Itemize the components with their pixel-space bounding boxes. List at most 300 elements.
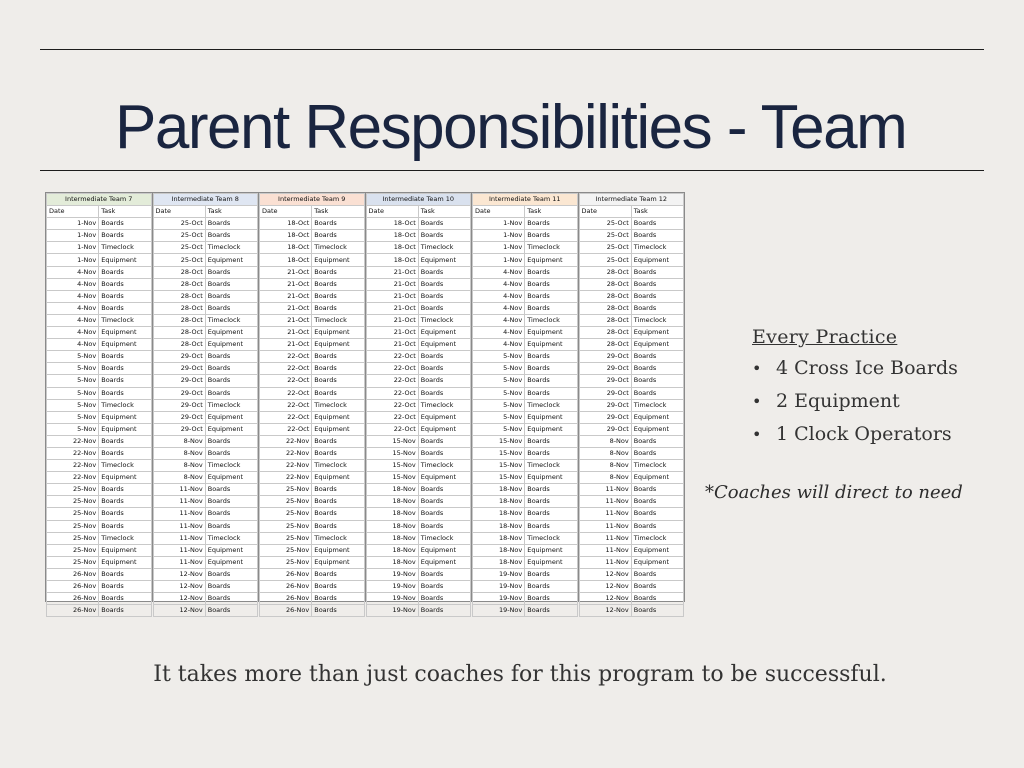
date-cell: 18-Nov [473, 532, 525, 544]
task-cell: Boards [418, 302, 470, 314]
date-cell: 5-Nov [47, 351, 99, 363]
table-row [366, 496, 471, 508]
table-row [473, 605, 578, 617]
date-cell: 22-Nov [260, 447, 312, 459]
table-row [366, 278, 471, 290]
task-cell: Timeclock [205, 399, 257, 411]
table-row [260, 472, 365, 484]
table-row [473, 351, 578, 363]
task-cell: Boards [631, 568, 683, 580]
task-cell: Boards [631, 302, 683, 314]
date-cell: 25-Nov [260, 508, 312, 520]
task-header: Task [525, 206, 577, 218]
date-cell: 15-Nov [473, 460, 525, 472]
every-practice-list [752, 352, 958, 451]
date-cell: 28-Oct [153, 278, 205, 290]
date-cell: 25-Nov [47, 556, 99, 568]
task-cell: Boards [99, 496, 151, 508]
task-cell: Equipment [525, 423, 577, 435]
table-row [153, 278, 258, 290]
table-row [473, 375, 578, 387]
date-cell: 11-Nov [579, 556, 631, 568]
table-row [47, 339, 152, 351]
date-cell: 4-Nov [473, 266, 525, 278]
table-row [153, 327, 258, 339]
task-cell: Boards [312, 593, 364, 605]
date-cell: 15-Nov [366, 435, 418, 447]
table-row [153, 266, 258, 278]
task-cell: Boards [418, 593, 470, 605]
task-header: Task [99, 206, 151, 218]
table-row [260, 447, 365, 459]
task-cell: Timeclock [99, 399, 151, 411]
task-cell: Boards [99, 520, 151, 532]
date-cell: 15-Nov [473, 472, 525, 484]
table-row [260, 544, 365, 556]
task-cell: Boards [525, 302, 577, 314]
date-cell: 4-Nov [473, 290, 525, 302]
date-cell: 22-Oct [260, 363, 312, 375]
task-cell: Boards [525, 266, 577, 278]
date-cell: 25-Nov [260, 532, 312, 544]
table-row [153, 399, 258, 411]
task-cell: Timeclock [631, 242, 683, 254]
table-row [47, 496, 152, 508]
task-cell: Boards [99, 435, 151, 447]
task-cell: Boards [631, 278, 683, 290]
table-row [579, 363, 684, 375]
table-row [473, 290, 578, 302]
date-cell: 1-Nov [47, 230, 99, 242]
date-cell: 26-Nov [260, 581, 312, 593]
task-cell: Boards [525, 375, 577, 387]
date-cell: 28-Oct [579, 339, 631, 351]
table-row [153, 447, 258, 459]
table-row [153, 435, 258, 447]
date-cell: 21-Oct [260, 327, 312, 339]
date-cell: 25-Nov [260, 520, 312, 532]
coaches-note: *Coaches will direct to need [705, 482, 963, 503]
table-row [473, 278, 578, 290]
task-cell: Equipment [312, 423, 364, 435]
table-row [47, 242, 152, 254]
table-row [366, 605, 471, 617]
date-cell: 5-Nov [473, 387, 525, 399]
table-row [153, 460, 258, 472]
task-cell: Boards [631, 351, 683, 363]
date-cell: 11-Nov [153, 520, 205, 532]
date-cell: 8-Nov [579, 435, 631, 447]
date-cell: 4-Nov [473, 302, 525, 314]
table-row [366, 327, 471, 339]
table-row [153, 496, 258, 508]
team-rows [47, 218, 152, 617]
team-table [366, 193, 473, 615]
task-cell: Timeclock [205, 242, 257, 254]
date-cell: 21-Oct [366, 302, 418, 314]
task-cell: Boards [312, 484, 364, 496]
task-cell: Timeclock [525, 314, 577, 326]
table-row [366, 411, 471, 423]
date-cell: 25-Nov [47, 520, 99, 532]
date-cell: 28-Oct [579, 327, 631, 339]
team-rows [153, 218, 258, 617]
date-cell: 22-Nov [47, 472, 99, 484]
date-cell: 11-Nov [579, 544, 631, 556]
date-cell: 21-Oct [260, 266, 312, 278]
table-row [47, 314, 152, 326]
task-cell: Equipment [312, 254, 364, 266]
date-cell: 5-Nov [473, 423, 525, 435]
table-row [153, 363, 258, 375]
date-cell: 25-Nov [47, 508, 99, 520]
table-row [473, 387, 578, 399]
date-cell: 8-Nov [153, 447, 205, 459]
date-cell: 18-Nov [473, 544, 525, 556]
table-row [260, 290, 365, 302]
table-row [366, 484, 471, 496]
date-cell: 21-Oct [366, 266, 418, 278]
task-cell: Boards [418, 375, 470, 387]
task-header: Task [312, 206, 364, 218]
task-cell: Equipment [525, 327, 577, 339]
task-cell: Boards [99, 363, 151, 375]
task-cell: Boards [418, 266, 470, 278]
date-cell: 25-Nov [47, 496, 99, 508]
task-header: Task [631, 206, 683, 218]
table-row [579, 302, 684, 314]
table-row [579, 351, 684, 363]
table-row [473, 327, 578, 339]
task-cell: Boards [312, 218, 364, 230]
table-row [579, 605, 684, 617]
table-row [579, 290, 684, 302]
task-cell: Equipment [631, 327, 683, 339]
date-cell: 28-Oct [153, 302, 205, 314]
task-cell: Equipment [631, 411, 683, 423]
task-cell: Boards [205, 496, 257, 508]
table-row [473, 339, 578, 351]
table-row [47, 447, 152, 459]
date-header: Date [47, 206, 99, 218]
table-row [579, 472, 684, 484]
task-cell: Boards [418, 351, 470, 363]
task-cell: Boards [99, 375, 151, 387]
table-row [366, 266, 471, 278]
date-cell: 18-Oct [260, 218, 312, 230]
task-cell: Boards [418, 508, 470, 520]
task-cell: Boards [99, 387, 151, 399]
table-row [366, 290, 471, 302]
date-cell: 18-Oct [260, 254, 312, 266]
table-row [260, 230, 365, 242]
table-row [260, 242, 365, 254]
table-row [153, 544, 258, 556]
date-cell: 21-Oct [366, 327, 418, 339]
task-cell: Equipment [631, 544, 683, 556]
date-cell: 25-Nov [47, 484, 99, 496]
table-row [473, 363, 578, 375]
task-cell: Timeclock [418, 399, 470, 411]
date-cell: 26-Nov [47, 581, 99, 593]
table-row [47, 568, 152, 580]
date-cell: 21-Oct [366, 339, 418, 351]
table-row [366, 508, 471, 520]
task-cell: Boards [205, 230, 257, 242]
task-cell: Boards [418, 363, 470, 375]
table-row [366, 593, 471, 605]
date-cell: 21-Oct [260, 302, 312, 314]
task-cell: Boards [312, 230, 364, 242]
team-name: Intermediate Team 12 [579, 194, 684, 206]
task-cell: Timeclock [312, 314, 364, 326]
table-row [473, 218, 578, 230]
date-cell: 25-Oct [153, 230, 205, 242]
table-row [579, 278, 684, 290]
date-cell: 8-Nov [579, 460, 631, 472]
task-cell: Equipment [525, 411, 577, 423]
task-cell: Boards [312, 351, 364, 363]
task-cell: Boards [312, 266, 364, 278]
date-cell: 29-Oct [579, 351, 631, 363]
date-cell: 5-Nov [47, 411, 99, 423]
table-row [260, 254, 365, 266]
date-cell: 11-Nov [153, 496, 205, 508]
date-cell: 28-Oct [579, 314, 631, 326]
task-cell: Boards [205, 290, 257, 302]
task-cell: Equipment [418, 423, 470, 435]
table-row [153, 532, 258, 544]
task-cell: Boards [312, 496, 364, 508]
task-cell: Equipment [99, 339, 151, 351]
list-item-label: 4 Cross Ice Boards [776, 357, 958, 379]
table-row [47, 266, 152, 278]
task-cell: Boards [631, 605, 683, 617]
table-row [473, 254, 578, 266]
table-row [47, 278, 152, 290]
table-row [579, 508, 684, 520]
task-cell: Timeclock [525, 399, 577, 411]
task-cell: Boards [418, 496, 470, 508]
task-cell: Timeclock [312, 460, 364, 472]
table-row [579, 496, 684, 508]
table-row [473, 302, 578, 314]
table-row [473, 593, 578, 605]
table-row [579, 520, 684, 532]
task-cell: Boards [205, 605, 257, 617]
date-cell: 11-Nov [153, 532, 205, 544]
task-cell: Boards [312, 363, 364, 375]
table-row [260, 568, 365, 580]
date-cell: 4-Nov [47, 314, 99, 326]
table-row [260, 218, 365, 230]
table-row [579, 314, 684, 326]
task-cell: Equipment [205, 556, 257, 568]
date-cell: 11-Nov [153, 484, 205, 496]
task-cell: Boards [205, 375, 257, 387]
task-cell: Timeclock [418, 460, 470, 472]
date-cell: 5-Nov [47, 375, 99, 387]
bullet-icon: • [752, 425, 762, 444]
task-cell: Timeclock [205, 314, 257, 326]
task-cell: Timeclock [418, 314, 470, 326]
date-cell: 22-Nov [47, 435, 99, 447]
date-cell: 25-Oct [153, 254, 205, 266]
table-row [366, 242, 471, 254]
date-cell: 18-Oct [366, 218, 418, 230]
task-cell: Timeclock [418, 532, 470, 544]
date-cell: 8-Nov [153, 472, 205, 484]
date-cell: 29-Oct [153, 387, 205, 399]
table-row [47, 399, 152, 411]
date-cell: 25-Nov [47, 532, 99, 544]
task-cell: Boards [418, 278, 470, 290]
table-row [366, 520, 471, 532]
task-cell: Boards [525, 387, 577, 399]
date-cell: 19-Nov [366, 605, 418, 617]
task-cell: Boards [205, 218, 257, 230]
date-cell: 19-Nov [473, 568, 525, 580]
team-name: Intermediate Team 9 [260, 194, 365, 206]
task-cell: Equipment [205, 544, 257, 556]
table-row [260, 532, 365, 544]
date-cell: 4-Nov [473, 278, 525, 290]
date-cell: 18-Oct [260, 242, 312, 254]
date-cell: 15-Nov [473, 447, 525, 459]
task-cell: Boards [312, 278, 364, 290]
task-cell: Boards [205, 581, 257, 593]
table-row [473, 230, 578, 242]
date-cell: 12-Nov [579, 605, 631, 617]
task-cell: Boards [525, 447, 577, 459]
table-row [579, 593, 684, 605]
date-cell: 22-Nov [260, 435, 312, 447]
date-cell: 8-Nov [579, 472, 631, 484]
task-cell: Boards [205, 266, 257, 278]
date-cell: 28-Oct [579, 278, 631, 290]
table-row [47, 230, 152, 242]
table-row [579, 556, 684, 568]
date-cell: 1-Nov [47, 254, 99, 266]
table-row [366, 447, 471, 459]
date-cell: 4-Nov [473, 327, 525, 339]
table-row [260, 593, 365, 605]
table-row [579, 399, 684, 411]
date-cell: 18-Nov [366, 532, 418, 544]
date-cell: 26-Nov [260, 593, 312, 605]
task-cell: Boards [99, 278, 151, 290]
task-cell: Boards [312, 605, 364, 617]
table-row [260, 435, 365, 447]
table-row [473, 266, 578, 278]
date-cell: 29-Oct [579, 423, 631, 435]
date-cell: 21-Oct [260, 290, 312, 302]
date-cell: 19-Nov [473, 605, 525, 617]
date-cell: 18-Nov [473, 484, 525, 496]
task-cell: Timeclock [631, 314, 683, 326]
table-row [260, 411, 365, 423]
task-cell: Equipment [205, 411, 257, 423]
date-cell: 29-Oct [153, 375, 205, 387]
table-row [579, 339, 684, 351]
task-cell: Boards [205, 435, 257, 447]
date-cell: 18-Oct [366, 254, 418, 266]
team-rows [366, 218, 471, 617]
date-cell: 4-Nov [47, 266, 99, 278]
task-cell: Equipment [205, 254, 257, 266]
task-cell: Boards [525, 278, 577, 290]
table-row [366, 302, 471, 314]
task-header: Task [205, 206, 257, 218]
slide-tagline: It takes more than just coaches for this program to be successful. [153, 662, 887, 687]
task-cell: Boards [418, 447, 470, 459]
task-cell: Timeclock [312, 399, 364, 411]
table-row [473, 411, 578, 423]
table-row [366, 230, 471, 242]
table-row [366, 472, 471, 484]
task-cell: Equipment [631, 556, 683, 568]
table-row [153, 242, 258, 254]
table-row [260, 314, 365, 326]
task-cell: Boards [631, 447, 683, 459]
task-cell: Boards [312, 375, 364, 387]
top-rule [40, 49, 984, 50]
table-row [473, 556, 578, 568]
table-row [579, 375, 684, 387]
date-cell: 28-Oct [153, 290, 205, 302]
table-row [47, 484, 152, 496]
list-item [752, 385, 958, 418]
date-cell: 22-Nov [47, 460, 99, 472]
task-cell: Timeclock [205, 532, 257, 544]
task-cell: Equipment [631, 472, 683, 484]
task-cell: Boards [631, 230, 683, 242]
table-row [260, 520, 365, 532]
task-cell: Equipment [631, 254, 683, 266]
date-cell: 12-Nov [153, 568, 205, 580]
task-cell: Boards [312, 290, 364, 302]
date-cell: 18-Nov [366, 508, 418, 520]
task-cell: Timeclock [525, 532, 577, 544]
table-row [153, 605, 258, 617]
table-row [47, 290, 152, 302]
table-row [47, 605, 152, 617]
table-row [153, 314, 258, 326]
table-row [579, 327, 684, 339]
date-cell: 8-Nov [579, 447, 631, 459]
table-row [473, 472, 578, 484]
date-cell: 19-Nov [473, 593, 525, 605]
task-cell: Boards [418, 581, 470, 593]
table-row [260, 460, 365, 472]
task-cell: Equipment [205, 423, 257, 435]
date-cell: 25-Nov [260, 484, 312, 496]
task-cell: Timeclock [99, 242, 151, 254]
task-cell: Equipment [525, 339, 577, 351]
date-cell: 5-Nov [473, 399, 525, 411]
table-row [579, 484, 684, 496]
table-row [47, 218, 152, 230]
task-cell: Boards [631, 290, 683, 302]
task-cell: Equipment [418, 339, 470, 351]
task-cell: Timeclock [99, 532, 151, 544]
task-cell: Boards [312, 520, 364, 532]
table-row [47, 532, 152, 544]
date-cell: 5-Nov [473, 363, 525, 375]
task-cell: Boards [312, 447, 364, 459]
table-row [153, 339, 258, 351]
team-name: Intermediate Team 8 [153, 194, 258, 206]
